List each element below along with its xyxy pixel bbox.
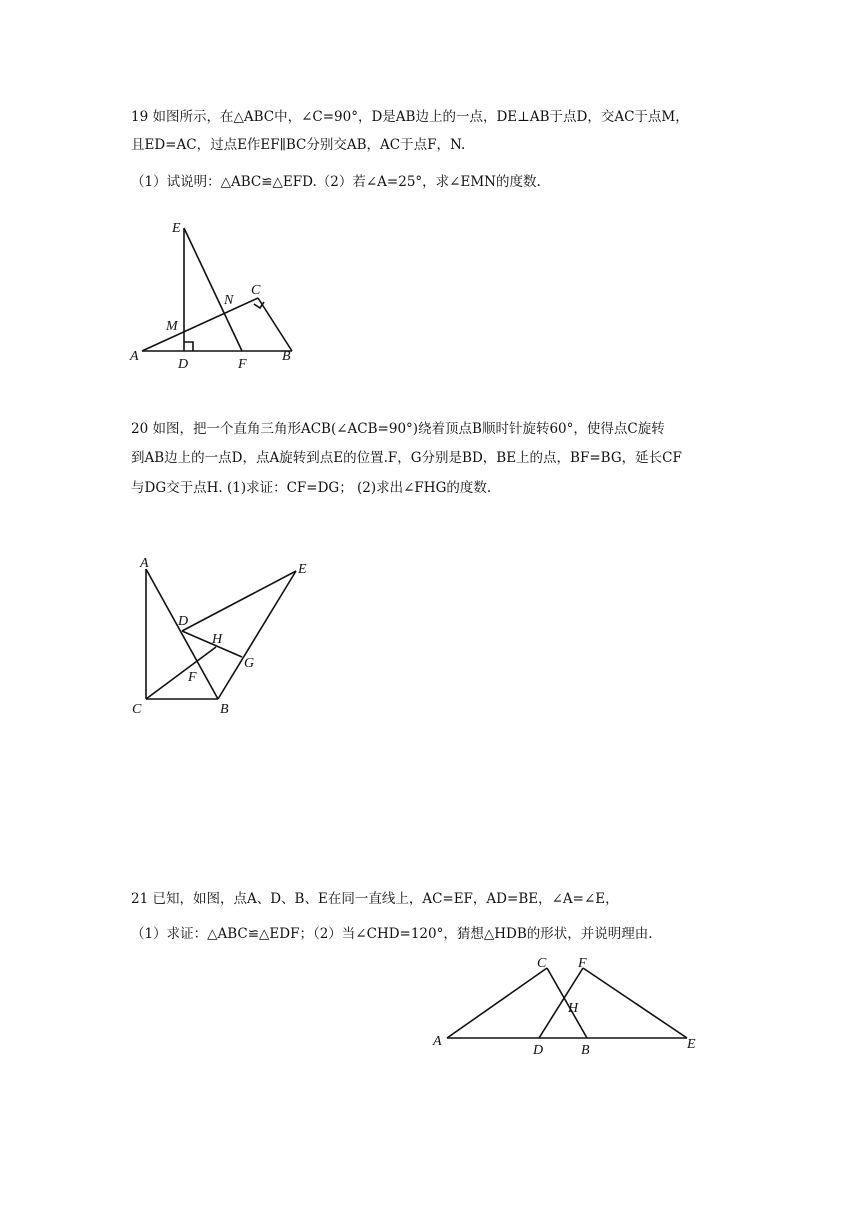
problem-21-line-2: （1）求证：△ABC≌△EDF；（2）当∠CHD=120°，猜想△HDB的形状，并说明理由. xyxy=(131,926,653,942)
right-angle-mark-C xyxy=(254,302,264,308)
label-C: C xyxy=(132,702,142,717)
label-D: D xyxy=(533,1043,544,1058)
label-D: D xyxy=(178,357,189,372)
problem-21-figure xyxy=(425,950,705,1060)
segment-DE xyxy=(182,571,296,631)
problem-19-line-2: 且ED=AC，过点E作EF∥BC分别交AB，AC于点F，N. xyxy=(131,137,466,153)
segment-AC xyxy=(447,968,547,1038)
label-B: B xyxy=(220,702,229,717)
segment-CH xyxy=(146,647,216,699)
label-F: F xyxy=(238,357,247,372)
segment-AB xyxy=(146,569,218,699)
label-C: C xyxy=(251,283,261,298)
segment-CB xyxy=(258,298,292,351)
problem-19-line-3: （1）试说明：△ABC≌△EFD.（2）若∠A=25°，求∠EMN的度数. xyxy=(131,174,541,190)
problem-21-line-1: 21 已知，如图，点A、D、B、E在同一直线上，AC=EF，AD=BE，∠A=∠E， xyxy=(131,891,619,907)
problem-20-line-3: 与DG交于点H. (1)求证：CF=DG； (2)求出∠FHG的度数. xyxy=(131,480,492,496)
label-A: A xyxy=(433,1034,442,1049)
label-B: B xyxy=(282,349,291,364)
segment-CB xyxy=(547,968,587,1038)
segment-EB xyxy=(218,571,296,699)
problem-20-figure xyxy=(120,545,330,725)
problem-19-line-1: 19 如图所示，在△ABC中，∠C=90°，D是AB边上的一点，DE⊥AB于点D，交AC于点M， xyxy=(131,109,689,125)
label-G: G xyxy=(244,656,255,671)
problem-19-figure xyxy=(120,210,320,375)
label-C: C xyxy=(537,956,547,971)
segment-AC xyxy=(142,298,258,351)
label-H: H xyxy=(568,1001,579,1016)
right-angle-mark-D xyxy=(184,342,193,351)
label-M: M xyxy=(166,319,178,334)
label-A: A xyxy=(130,349,139,364)
label-H: H xyxy=(212,632,223,647)
label-B: B xyxy=(581,1043,590,1058)
label-N: N xyxy=(224,293,234,308)
label-A: A xyxy=(140,556,149,571)
label-E: E xyxy=(172,221,181,236)
problem-20-line-1: 20 如图，把一个直角三角形ACB(∠ACB=90°)绕着顶点B顺时针旋转60°，使得点C旋转 xyxy=(131,421,665,437)
segment-EF xyxy=(184,228,242,351)
label-E: E xyxy=(298,562,307,577)
label-F: F xyxy=(188,670,197,685)
segment-FE xyxy=(583,968,687,1038)
label-E: E xyxy=(687,1037,696,1052)
label-F: F xyxy=(578,956,587,971)
problem-20-line-2: 到AB边上的一点D，点A旋转到点E的位置.F，G分别是BD，BE上的点，BF=BG，延长CF xyxy=(131,450,682,466)
label-D: D xyxy=(178,614,189,629)
